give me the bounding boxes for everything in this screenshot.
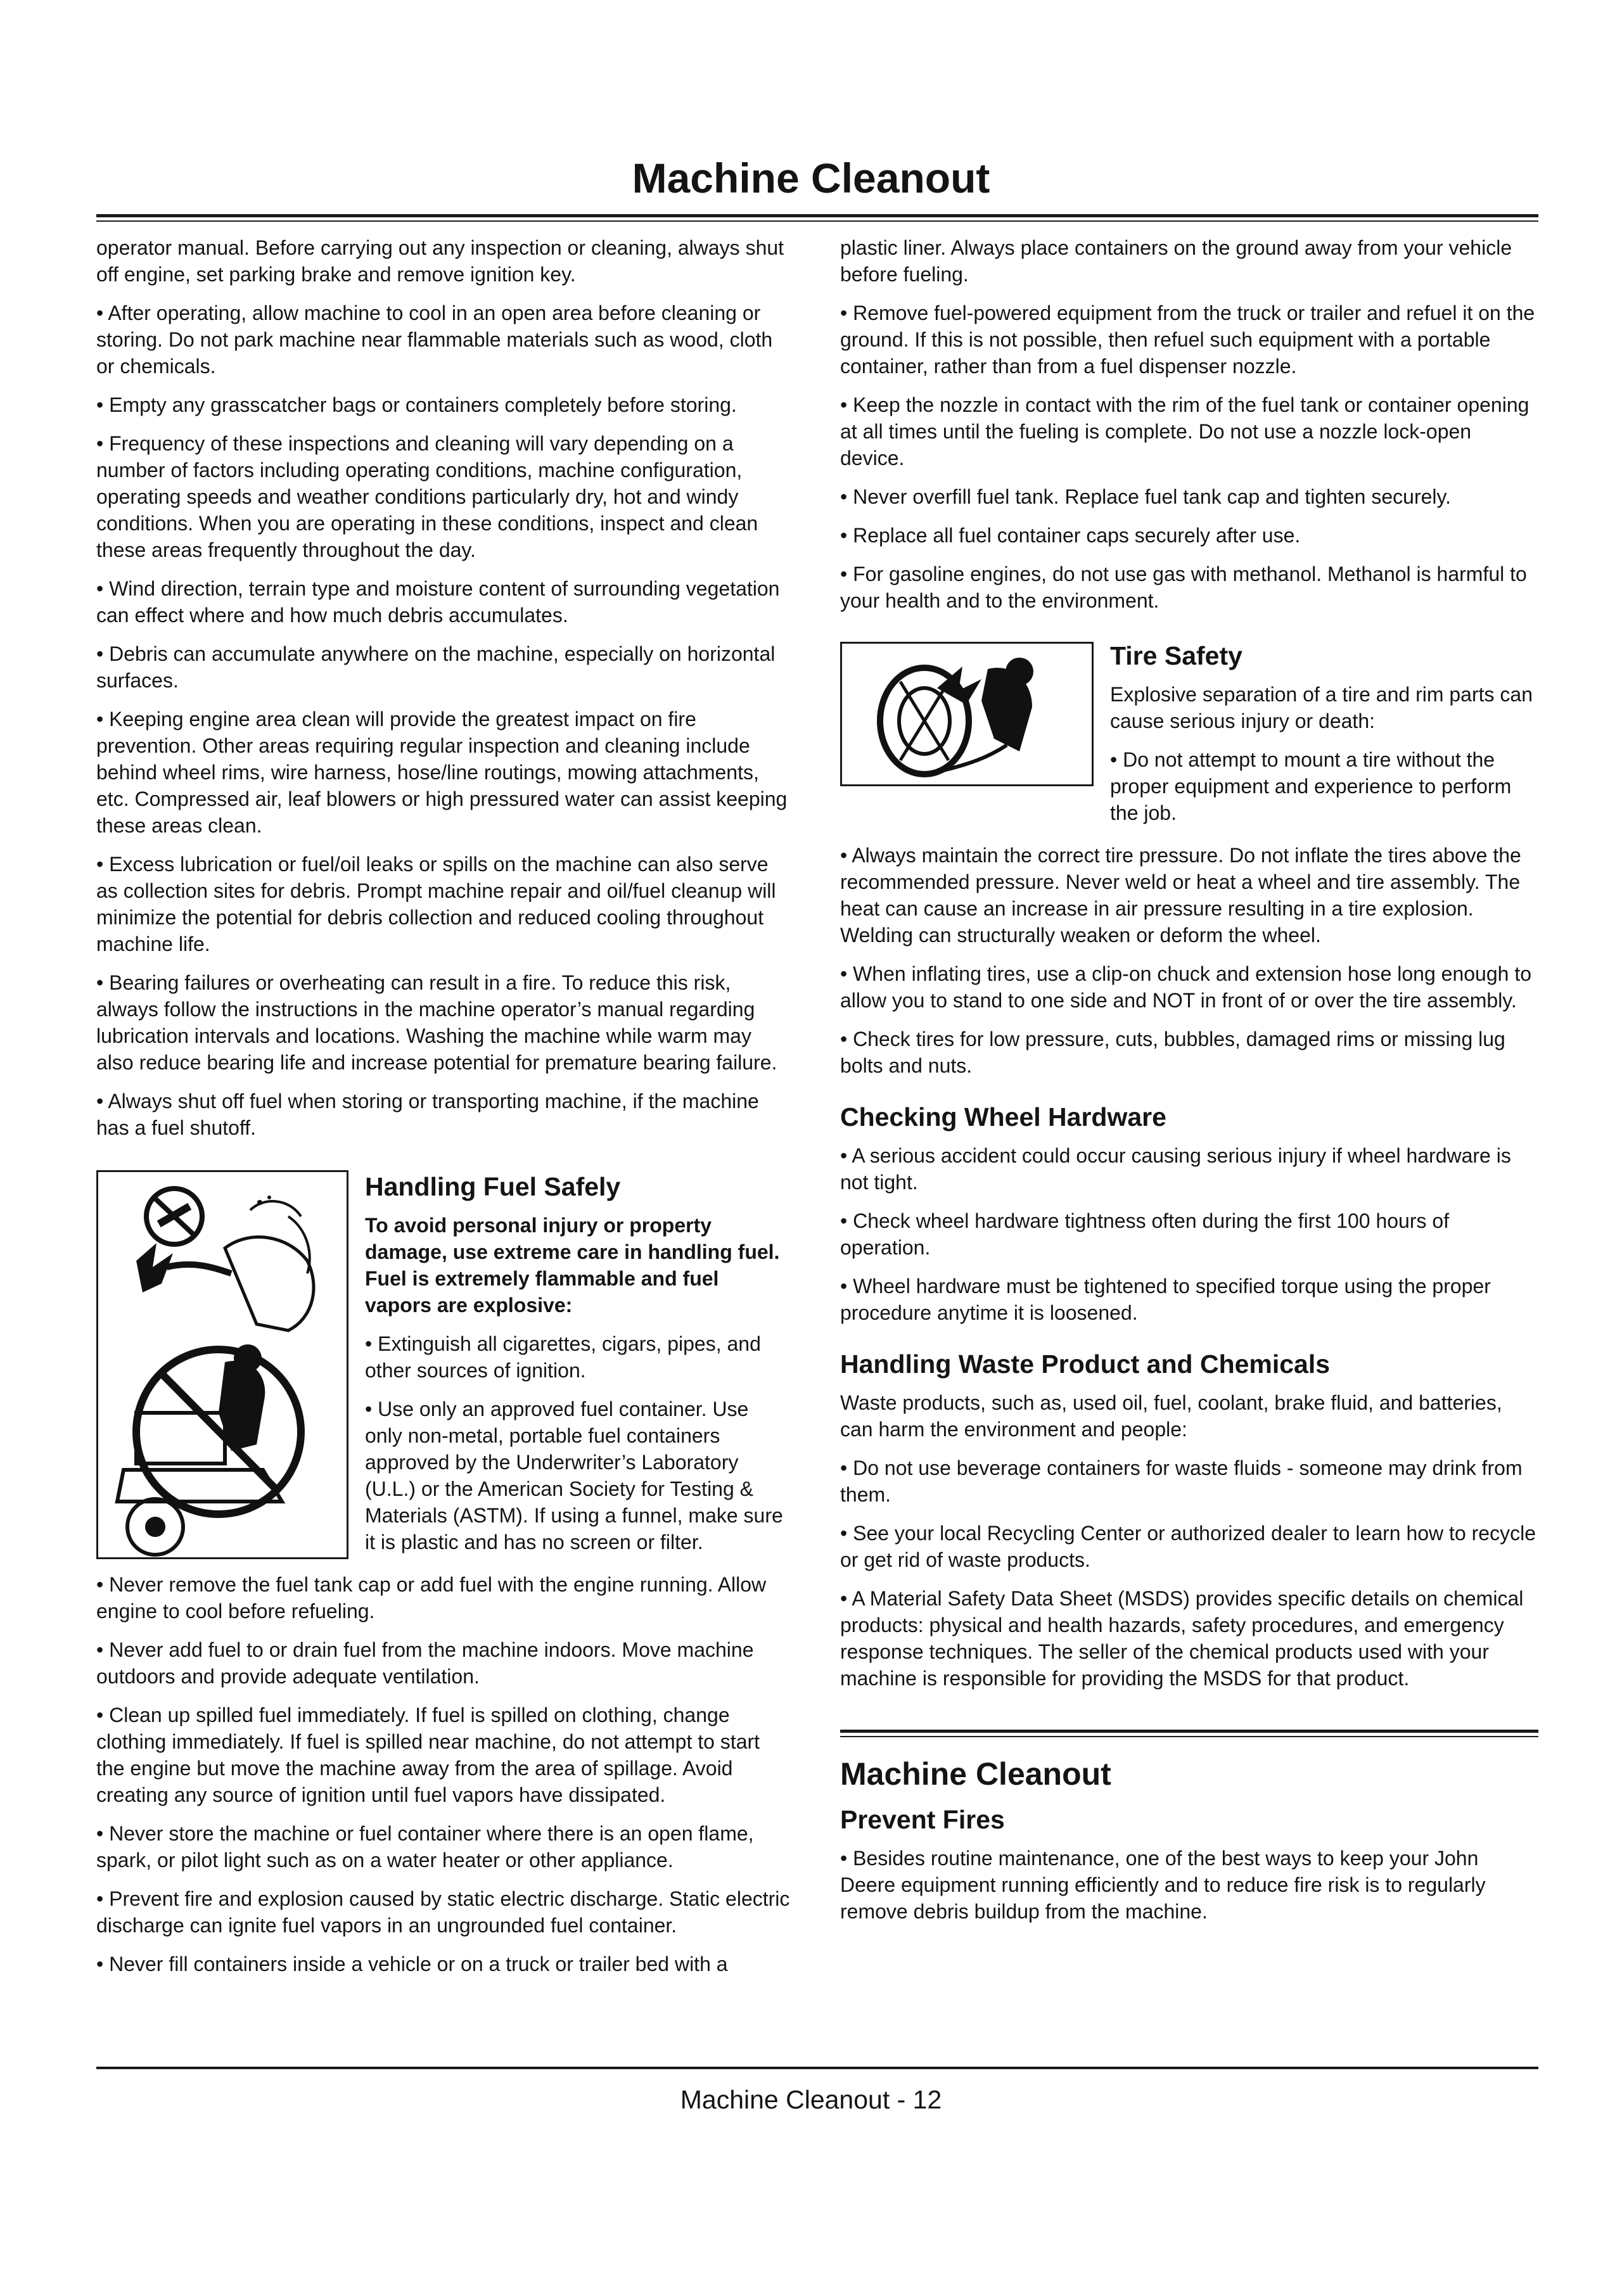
tire-safety-illustration: [840, 642, 1094, 786]
tire-safety-block: [840, 639, 1538, 838]
bullet-item: • Wheel hardware must be tightened to specified torque using the proper procedure anytime it is loosened.: [840, 1275, 1491, 1324]
section-heading-prevent-fires: Prevent Fires: [840, 1805, 1005, 1834]
bullet-item: • Keep the nozzle in contact with the rim of the fuel tank or container opening at all times until the fueling is complete. Do not use a nozzle lock-open device.: [840, 393, 1529, 469]
bullet-item: • Debris can accumulate anywhere on the machine, especially on horizontal surfaces.: [96, 642, 776, 692]
tire-safety-text: [1110, 639, 1538, 838]
bullet-item: • Check wheel hardware tightness often during the first 100 hours of operation.: [840, 1209, 1450, 1259]
fuel-safety-illustration: [96, 1170, 348, 1559]
paragraph: Waste products, such as, used oil, fuel, coolant, brake fluid, and batteries, can harm the environment and people:: [840, 1391, 1502, 1441]
bullet-item: • Replace all fuel container caps securely after use.: [840, 524, 1301, 547]
right-column: [840, 234, 1538, 1937]
fuel-warning-text: To avoid personal injury or property damage, use extreme care in handling fuel. Fuel is extremely flammable and fuel vapors are explosive:: [365, 1214, 780, 1317]
bullet-item: • Never overfill fuel tank. Replace fuel tank cap and tighten securely.: [840, 485, 1452, 508]
no-smoking-refuel-icon: [98, 1172, 347, 1557]
bullet-item: • Check tires for low pressure, cuts, bubbles, damaged rims or missing lug bolts and nuts.: [840, 1028, 1505, 1077]
title-rule-top: [96, 214, 1538, 217]
bullet-item: • After operating, allow machine to cool in an open area before cleaning or storing. Do not park machine near flammable materials such as wood, cloth or chemicals.: [96, 302, 773, 378]
bullet-item: • See your local Recycling Center or authorized dealer to learn how to recycle or get rid of waste products.: [840, 1522, 1536, 1571]
bullet-item: • Besides routine maintenance, one of the best ways to keep your John Deere equipment running efficiently and to reduce fire risk is to regularly remove debris buildup from the machine.: [840, 1847, 1486, 1923]
section-heading-tire-safety: Tire Safety: [1110, 641, 1242, 670]
bullet-item: • Prevent fire and explosion caused by static electric discharge. Static electric discharge can ignite fuel vapors in an ungrounded fuel container.: [96, 1887, 790, 1937]
bullet-item: • Bearing failures or overheating can result in a fire. To reduce this risk, always follow the instructions in the machine operator’s manual regarding lubrication intervals and locations. Washing the machine while warm may also reduce bearing life and increase potential for premature bearing failure.: [96, 971, 777, 1074]
bullet-item: • For gasoline engines, do not use gas with methanol. Methanol is harmful to your health and to the environment.: [840, 563, 1527, 612]
section-heading-handling-fuel: Handling Fuel Safely: [365, 1172, 621, 1201]
bullet-item: • Keeping engine area clean will provide the greatest impact on fire prevention. Other areas requiring regular inspection and cleaning include behind wheel rims, wire harness, hose/line routings, mowing attachments, etc. Compressed air, leaf blowers or high pressured water can assist keeping these areas clean.: [96, 708, 788, 837]
bullet-item: • Extinguish all cigarettes, cigars, pipes, and other sources of ignition.: [365, 1332, 761, 1382]
fuel-safety-block: [96, 1170, 791, 1567]
bullet-item: • Do not attempt to mount a tire without the proper equipment and experience to perform the job.: [1110, 748, 1512, 824]
bullet-item: • When inflating tires, use a clip-on chuck and extension hose long enough to allow you to stand to one side and NOT in front of or over the tire assembly.: [840, 962, 1531, 1012]
bullet-item: • Never add fuel to or drain fuel from the machine indoors. Move machine outdoors and provide adequate ventilation.: [96, 1638, 754, 1688]
bullet-item: • Always maintain the correct tire pressure. Do not inflate the tires above the recommended pressure. Never weld or heat a wheel and tire assembly. The heat can cause an increase in air pressure resulting in a tire explosion. Welding can structurally weaken or deform the wheel.: [840, 844, 1521, 947]
bullet-item: • Use only an approved fuel container. Use only non-metal, portable fuel containers approved by the Underwriter’s Laboratory (U.L.) or the American Society for Testing & Materials (ASTM). If using a funnel, make sure it is plastic and has no screen or filter.: [365, 1398, 783, 1553]
bullet-item: • Do not use beverage containers for waste fluids - someone may drink from them.: [840, 1457, 1523, 1506]
bullet-item: • Remove fuel-powered equipment from the truck or trailer and refuel it on the ground. If this is not possible, then refuel such equipment with a portable container, rather than from a fuel dispenser nozzle.: [840, 302, 1535, 378]
bullet-item: • A serious accident could occur causing serious injury if wheel hardware is not tight.: [840, 1144, 1511, 1194]
paragraph: Explosive separation of a tire and rim parts can cause serious injury or death:: [1110, 683, 1533, 732]
bullet-item: • Always shut off fuel when storing or transporting machine, if the machine has a fuel shutoff.: [96, 1090, 759, 1139]
paragraph: plastic liner. Always place containers on the ground away from your vehicle before fueling.: [840, 236, 1512, 286]
left-column: [96, 234, 791, 1989]
bullet-item: • A Material Safety Data Sheet (MSDS) provides specific details on chemical products: physical and health hazards, safety procedures, and emergency response techniques. The seller of the chemical products used with your machine is responsible for providing the MSDS for that product.: [840, 1587, 1524, 1690]
fuel-safety-text: [365, 1170, 791, 1567]
bullet-item: • Excess lubrication or fuel/oil leaks or spills on the machine can also serve as collection sites for debris. Prompt machine repair and oil/fuel cleanup will minimize the potential for debris collection and reduced cooling throughout machine life.: [96, 853, 776, 955]
bullet-item: • Clean up spilled fuel immediately. If fuel is spilled on clothing, change clothing immediately. If fuel is spilled near machine, do not attempt to start the engine but move the machine away from the area of spillage. Avoid creating any source of ignition until fuel vapors have dissipated.: [96, 1704, 760, 1806]
section-heading-wheel-hardware: Checking Wheel Hardware: [840, 1102, 1166, 1132]
section-rule-bottom: [840, 1736, 1538, 1737]
title-rule-bottom: [96, 220, 1538, 222]
page-title: Machine Cleanout: [632, 155, 990, 201]
paragraph: operator manual. Before carrying out any inspection or cleaning, always shut off engine, set parking brake and remove ignition key.: [96, 236, 784, 286]
tire-explosion-icon: [842, 644, 1092, 784]
bullet-item: • Wind direction, terrain type and moisture content of surrounding vegetation can effect where and how much debris accumulates.: [96, 577, 780, 627]
bullet-item: • Never remove the fuel tank cap or add fuel with the engine running. Allow engine to cool before refueling.: [96, 1573, 767, 1623]
bullet-item: • Never fill containers inside a vehicle or on a truck or trailer bed with a: [96, 1953, 728, 1975]
section-rule-top: [840, 1730, 1538, 1733]
bullet-item: • Empty any grasscatcher bags or containers completely before storing.: [96, 393, 737, 416]
bullet-item: • Never store the machine or fuel container where there is an open flame, spark, or pilot light such as on a water heater or other appliance.: [96, 1822, 754, 1872]
bullet-item: • Frequency of these inspections and cleaning will vary depending on a number of factors including operating conditions, machine configuration, operating speeds and weather conditions particularly dry, hot and windy conditions. When you are operating in these conditions, inspect and clean these areas frequently throughout the day.: [96, 432, 758, 561]
page-footer: Machine Cleanout - 12: [680, 2085, 942, 2114]
section-heading-waste-product: Handling Waste Product and Chemicals: [840, 1349, 1331, 1379]
section-heading-machine-cleanout: Machine Cleanout: [840, 1756, 1111, 1792]
footer-rule: [96, 2067, 1538, 2069]
